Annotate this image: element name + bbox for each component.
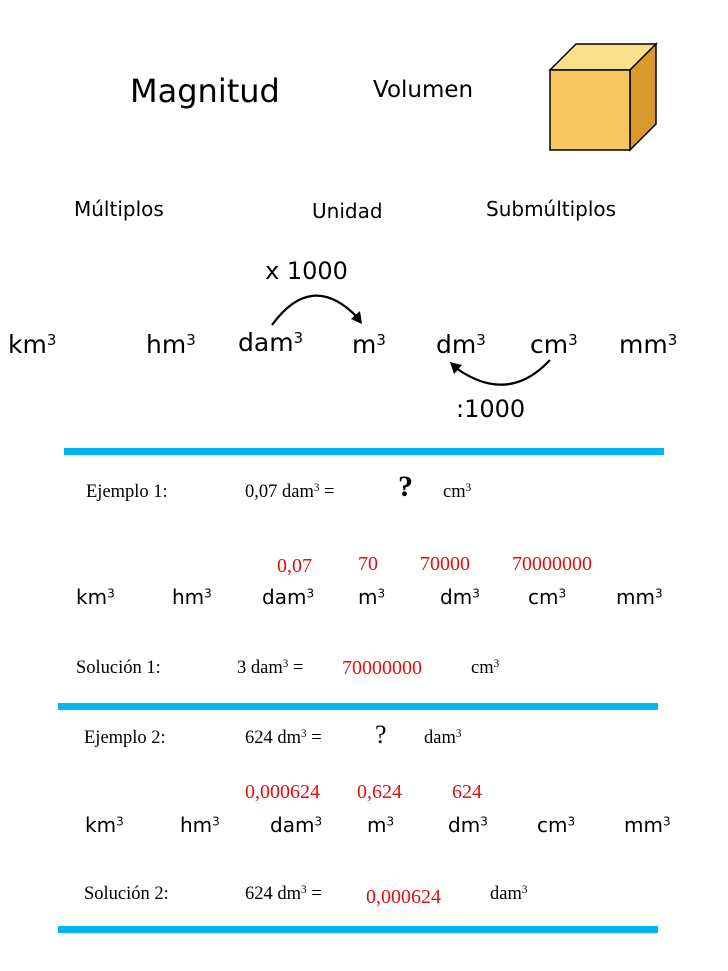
cube-icon: [548, 42, 658, 152]
divider-3: [58, 926, 658, 933]
example2-value-dm: 624: [452, 781, 482, 803]
example2-unit-mm: $mm^3$: [624, 813, 671, 837]
example2-question: 624 $dm^3$ =: [245, 727, 322, 748]
unit-km: $km^3$: [8, 330, 57, 359]
example2-question-mark: ?: [375, 720, 387, 749]
unit-m: $m^3$: [352, 330, 386, 359]
solution1-unit: $cm^3$: [471, 657, 500, 678]
example1-unit-dam: dam$^3$: [262, 585, 315, 609]
submultiples-label: Submúltiplos: [486, 197, 617, 221]
solution2-label: Solución 2:: [84, 884, 169, 904]
example1-unit-m: $m^3$: [358, 585, 386, 609]
example2-unit-dam: dam$^3$: [270, 813, 323, 837]
unit-hm: $hm^3$: [146, 330, 196, 359]
example1-unit-dm: $dm^3$: [440, 585, 480, 609]
example1-target-unit: $cm^3$: [443, 481, 472, 502]
unit-dam: dam$^3$: [238, 328, 304, 357]
divide-arrow: [456, 360, 550, 385]
example1-value-dm: 70000: [420, 553, 470, 575]
magnitude-label: Magnitud: [130, 72, 280, 110]
divider-1: [64, 448, 664, 455]
solution1-equation: 3 dam$^3$ =: [237, 657, 304, 678]
example1-unit-hm: $hm^3$: [172, 585, 212, 609]
example1-question-mark: ?: [398, 470, 413, 503]
divider-2: [58, 703, 658, 710]
multiply-arrowhead: [351, 311, 362, 324]
example1-question: 0,07 dam$^3$ =: [245, 481, 335, 502]
divide-label: :1000: [456, 395, 526, 423]
unit-dm: $dm^3$: [436, 330, 486, 359]
example2-unit-m: $m^3$: [367, 813, 395, 837]
multiples-label: Múltiplos: [74, 197, 164, 221]
divide-arrowhead: [450, 362, 462, 374]
example2-value-dam: 0,000624: [245, 781, 320, 803]
example2-unit-hm: $hm^3$: [180, 813, 220, 837]
example1-value-cm: 70000000: [512, 553, 592, 575]
example2-unit-cm: $cm^3$: [537, 813, 576, 837]
example2-unit-km: $km^3$: [85, 813, 124, 837]
example1-unit-km: $km^3$: [76, 585, 115, 609]
solution2-result: 0,000624: [366, 886, 441, 908]
example2-unit-dm: $dm^3$: [448, 813, 488, 837]
example1-value-dam: 0,07: [277, 555, 312, 577]
example1-unit-mm: $mm^3$: [616, 585, 663, 609]
example1-value-m: 70: [358, 553, 378, 575]
unit-mm: $mm^3$: [619, 330, 678, 359]
example2-value-m: 0,624: [357, 781, 402, 803]
solution2-unit: dam$^3$: [490, 883, 528, 904]
solution1-label: Solución 1:: [76, 658, 161, 678]
multiply-arrow: [272, 296, 358, 325]
magnitude-value: Volumen: [373, 77, 474, 103]
example2-target-unit: dam$^3$: [424, 727, 462, 748]
example2-label: Ejemplo 2:: [84, 728, 166, 748]
solution1-result: 70000000: [342, 657, 422, 679]
unit-label: Unidad: [312, 199, 383, 223]
example1-label: Ejemplo 1:: [86, 482, 168, 502]
example1-unit-cm: $cm^3$: [528, 585, 567, 609]
solution2-equation: 624 $dm^3$ =: [245, 883, 322, 904]
unit-cm: $cm^3$: [530, 330, 578, 359]
multiply-label: x 1000: [265, 257, 348, 285]
